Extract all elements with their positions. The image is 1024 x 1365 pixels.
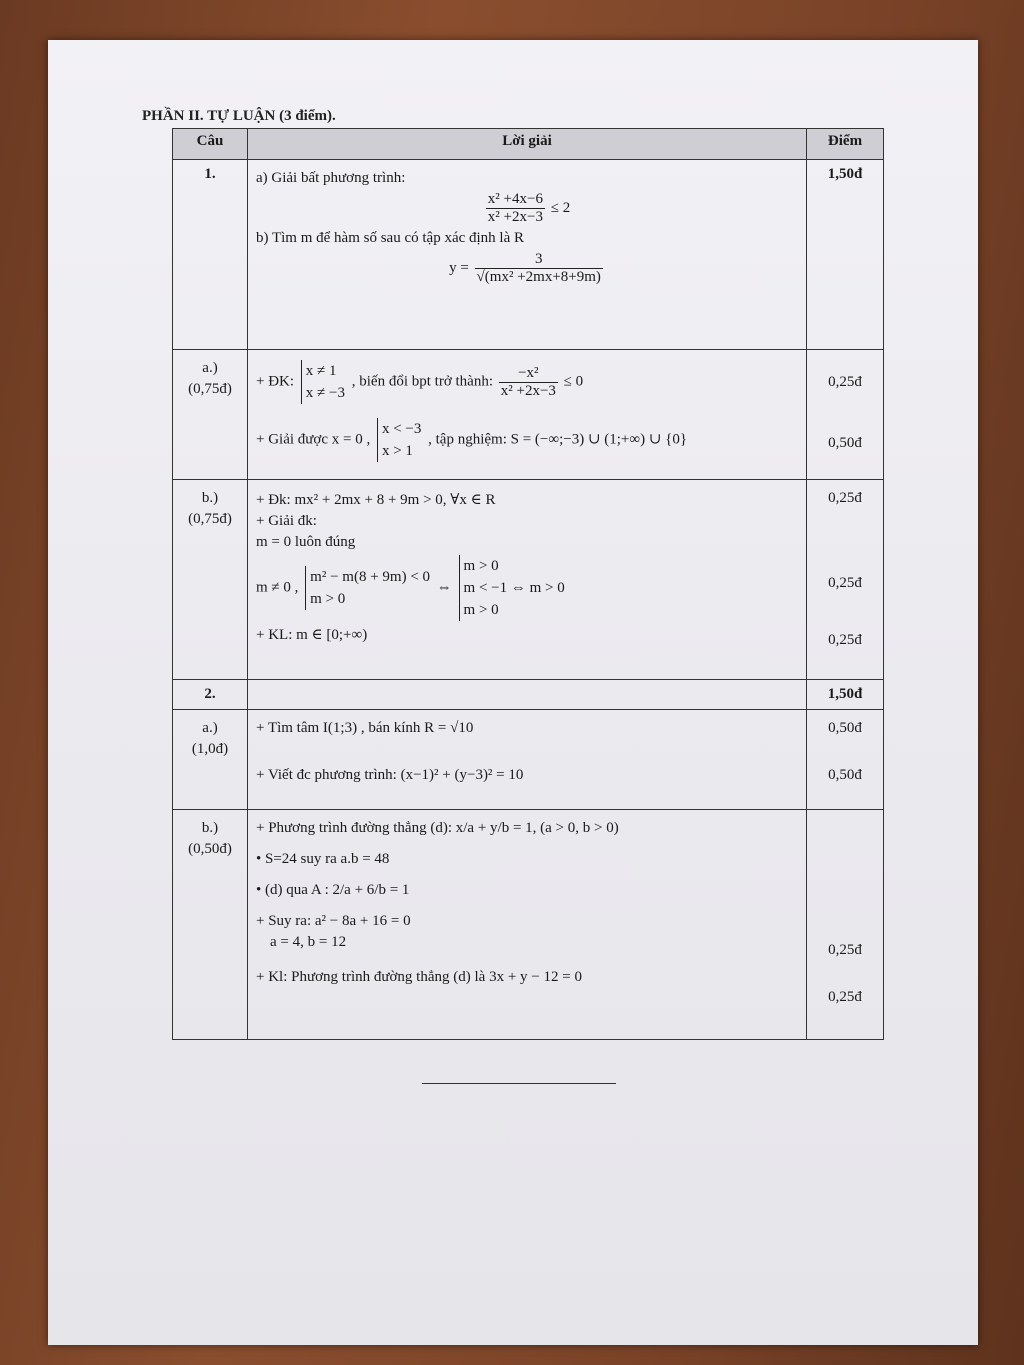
part-solution: + Đk: mx² + 2mx + 8 + 9m > 0, ∀x ∈ R + Giải đk: m = 0 luôn đúng m ≠ 0 , m² − m(8 + 9m) < 0 m > 0 ⇔ m > 0 m < −1 ⇔ m > 0 m > 0 + KL: m ∈ [0;+∞) bbox=[248, 480, 807, 680]
question-number: 1. bbox=[173, 160, 248, 350]
points-cell: 0,25đ 0,50đ bbox=[807, 350, 884, 480]
system-brace: x ≠ 1 x ≠ −3 bbox=[301, 360, 345, 404]
end-divider bbox=[422, 1083, 616, 1084]
q1b-prompt: b) Tìm m để hàm số sau có tập xác định là R bbox=[256, 230, 525, 246]
points-cell: 0,50đ 0,50đ bbox=[807, 710, 884, 810]
table-row bbox=[173, 710, 884, 810]
header-loi-giai: Lời giải bbox=[248, 129, 807, 160]
part-solution: + Tìm tâm I(1;3) , bán kính R = √10 + Viết đc phương trình: (x−1)² + (y−3)² = 10 bbox=[248, 710, 807, 810]
points-cell: 1,50đ bbox=[807, 160, 884, 350]
union-bracket: x < −3 x > 1 bbox=[377, 418, 421, 462]
table-row bbox=[173, 810, 884, 1040]
fraction: $\frac{3}{\text{√(mx² +2mx+8+9m)}}$ bbox=[476, 251, 601, 285]
fraction: $\frac{\text{x² +4x−6}}{\text{x² +2x−3}}$ bbox=[487, 191, 543, 225]
question-content bbox=[248, 160, 807, 350]
table-row bbox=[173, 680, 884, 710]
question-content bbox=[248, 680, 807, 710]
q1a-condition: + ĐK: x ≠ 1 x ≠ −3 , biến đổi bpt trở thành: $\frac{\text{−x²}}{\text{x² +2x−3}}$ ≤ 0 bbox=[256, 360, 798, 404]
system-brace: m > 0 m < −1 ⇔ m > 0 m > 0 bbox=[459, 555, 565, 621]
question-number: 2. bbox=[173, 680, 248, 710]
part-label: b.) (0,75đ) bbox=[173, 480, 248, 680]
part-label: b.) (0,50đ) bbox=[173, 810, 248, 1040]
section-heading: PHẦN II. TỰ LUẬN (3 điểm). bbox=[142, 108, 336, 124]
q1a-inequality: $\frac{\text{x² +4x−6}}{\text{x² +2x−3}}$ ≤ 2 bbox=[487, 191, 571, 225]
system-brace: m² − m(8 + 9m) < 0 m > 0 bbox=[305, 566, 430, 610]
part-label: a.) (0,75đ) bbox=[173, 350, 248, 480]
solution-table bbox=[172, 128, 884, 1040]
table-header-row bbox=[173, 129, 884, 160]
header-cau: Câu bbox=[173, 129, 248, 160]
part-solution bbox=[248, 350, 807, 480]
fraction: $\frac{\text{−x²}}{\text{x² +2x−3}}$ bbox=[500, 364, 556, 399]
q1a-prompt: a) Giải bất phương trình: bbox=[256, 170, 406, 186]
part-solution: + Phương trình đường thẳng (d): x/a + y/b = 1, (a > 0, b > 0) • S=24 suy ra a.b = 48 • (d) qua A : 2/a + 6/b = 1 + Suy ra: a² − 8a + 16 = 0 a = 4, b = 12 + Kl: Phương trình đường thẳng (d) là 3x + y − 12 = 0 bbox=[248, 810, 807, 1040]
table-row bbox=[173, 350, 884, 480]
q1b-case: m ≠ 0 , m² − m(8 + 9m) < 0 m > 0 ⇔ m > 0 m < −1 ⇔ m > 0 m > 0 bbox=[256, 555, 798, 621]
q1a-solution: + Giải được x = 0 , x < −3 x > 1 , tập nghiệm: S = (−∞;−3) ∪ (1;+∞) ∪ {0} bbox=[256, 418, 798, 462]
header-diem: Điểm bbox=[807, 129, 884, 160]
table-row bbox=[173, 480, 884, 680]
points-cell: 0,25đ 0,25đ 0,25đ bbox=[807, 480, 884, 680]
part-label: a.) (1,0đ) bbox=[173, 710, 248, 810]
points-cell: 0,25đ 0,25đ bbox=[807, 810, 884, 1040]
table-row bbox=[173, 160, 884, 350]
points-cell: 1,50đ bbox=[807, 680, 884, 710]
q1b-function: y = $\frac{3}{\text{√(mx² +2mx+8+9m)}}$ bbox=[449, 251, 601, 285]
